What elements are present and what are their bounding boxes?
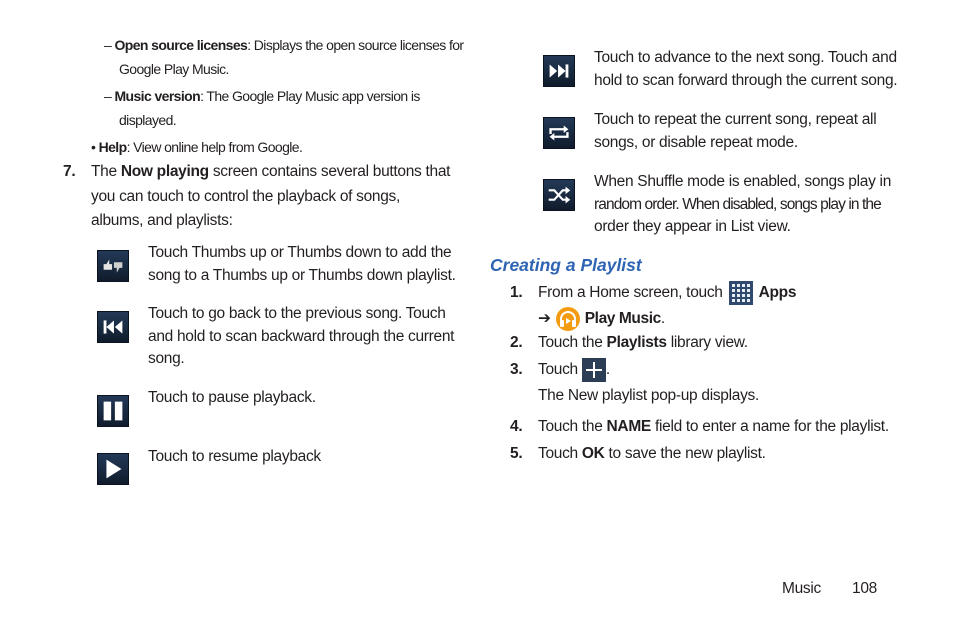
text: : View online help from Google. [126,139,303,155]
term-name: NAME [606,418,651,435]
step-3-number: 3. [510,361,523,378]
play-icon [97,453,129,485]
sub-item-music-version [104,84,464,108]
text: : Displays the open source licenses for [247,37,464,53]
step-4-text: Touch the NAME field to enter a name for the playlist. [538,418,889,435]
play-music-headphones-icon [555,306,581,332]
step-1-text-cont: ➔ Play Music. [538,306,918,332]
shuffle-description: When Shuffle mode is enabled, songs play in random order. When disabled, songs play in the order they appear in List view. [594,173,892,235]
term-apps: Apps [758,284,797,302]
text: : The Google Play Music app version is [200,88,420,104]
step-7-number: 7. [63,163,76,180]
sub-item-music-version-cont: displayed. [119,112,177,128]
step-5-number: 5. [510,445,523,462]
step-7-text: The Now playing screen contains several buttons that you can touch to control the playback of songs, albums, and playlists: [91,163,451,229]
thumbs-up-down-icon [97,250,129,282]
apps-grid-icon [729,281,753,305]
term-play-music: Play Music [584,310,661,328]
page-number: 108 [852,580,877,597]
step-5-text: Touch OK to save the new playlist. [538,445,766,462]
thumbs-description: Touch Thumbs up or Thumbs down to add the song to a Thumbs up or Thumbs down playlist. [148,244,456,284]
previous-track-icon [97,311,129,343]
step-3-note: The New playlist pop-up displays. [538,387,759,404]
arrow: ➔ [538,310,551,328]
shuffle-icon [543,179,575,211]
section-title: Creating a Playlist [490,255,642,275]
pause-description: Touch to pause playback. [148,389,316,406]
dash: – [104,88,112,104]
repeat-description: Touch to repeat the current song, repeat all songs, or disable repeat mode. [594,111,877,151]
next-track-icon [543,55,575,87]
bullet: • [91,139,96,155]
term-help: Help [98,139,127,155]
sub-item-open-source [104,33,464,57]
add-plus-icon [582,358,606,382]
previous-description: Touch to go back to the previous song. Touch and hold to scan backward through the current song. [148,305,455,367]
step-1-number: 1. [510,284,523,301]
repeat-icon [543,117,575,149]
term-playlists: Playlists [606,334,667,351]
term-open-source-licenses: Open source licenses [114,37,248,53]
step-3-text: Touch . [538,358,918,383]
step-1-text: From a Home screen, touch Apps [538,281,918,306]
step-4-number: 4. [510,418,523,435]
term-ok: OK [581,445,605,462]
step-2-text: Touch the Playlists library view. [538,334,748,351]
pause-icon [97,395,129,427]
next-description: Touch to advance to the next song. Touch and hold to scan forward through the current song. [594,49,898,89]
term-now-playing: Now playing [120,163,209,180]
step-2-number: 2. [510,334,523,351]
bullet-help [91,135,461,159]
term-music-version: Music version [114,88,201,104]
footer-section: Music [782,580,821,597]
dash: – [104,37,112,53]
play-description: Touch to resume playback [148,448,321,465]
sub-item-open-source-cont: Google Play Music. [119,61,229,77]
